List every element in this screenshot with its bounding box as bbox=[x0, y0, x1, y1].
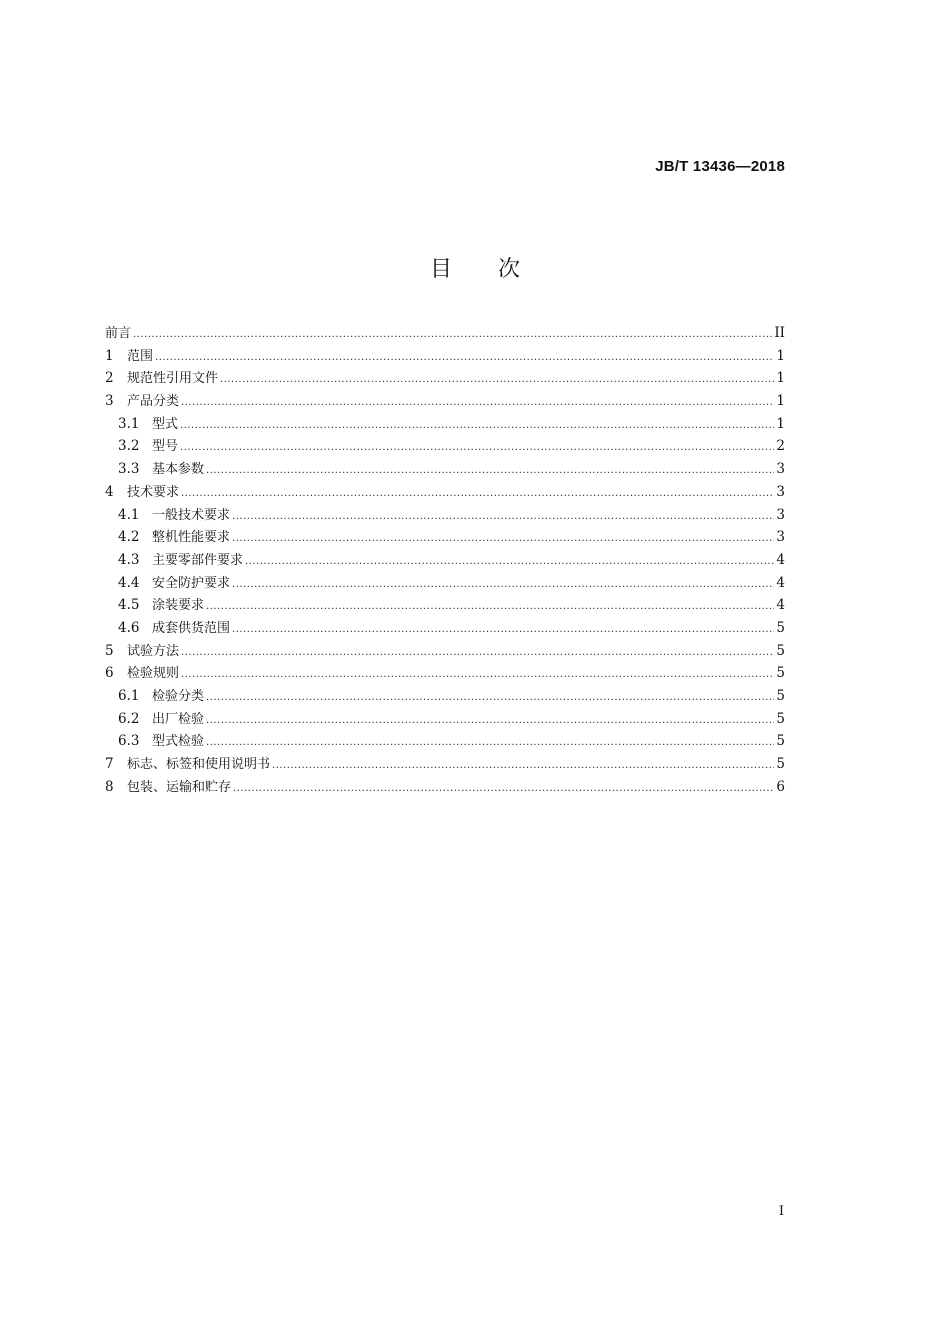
toc-entry-number: 3.3 bbox=[118, 461, 140, 478]
toc-entry-label: 主要零部件要求 bbox=[152, 552, 244, 568]
toc-entry-page: 4 bbox=[776, 597, 785, 614]
toc-entry-label: 检验规则 bbox=[127, 666, 180, 682]
toc-entry-label: 整机性能要求 bbox=[152, 530, 231, 546]
page-title bbox=[0, 252, 950, 283]
toc-entry-label: 标志、标签和使用说明书 bbox=[127, 757, 271, 773]
toc-entry-label: 一般技术要求 bbox=[152, 507, 231, 523]
toc-entry-label: 范围 bbox=[127, 348, 154, 364]
toc-leader-dots bbox=[180, 420, 774, 431]
toc-leader-dots bbox=[180, 442, 774, 453]
toc-entry-label: 型号 bbox=[152, 439, 179, 455]
toc-entry[interactable] bbox=[105, 708, 785, 731]
toc-entry[interactable] bbox=[105, 367, 785, 390]
toc-entry[interactable] bbox=[105, 435, 785, 458]
toc-entry[interactable] bbox=[105, 504, 785, 527]
toc-entry[interactable] bbox=[105, 322, 785, 345]
toc-entry-page: 4 bbox=[776, 551, 785, 568]
page-number: I bbox=[778, 1204, 784, 1219]
toc-leader-dots bbox=[206, 465, 774, 476]
toc-entry[interactable] bbox=[105, 617, 785, 640]
title-char-1: 目 bbox=[429, 257, 452, 282]
toc-entry-label: 成套供货范围 bbox=[152, 620, 231, 636]
toc-leader-dots bbox=[206, 692, 774, 703]
toc-entry-number: 7 bbox=[105, 756, 114, 773]
toc-entry-number: 3 bbox=[105, 393, 114, 410]
toc-entry-page: 3 bbox=[776, 483, 785, 500]
toc-entry-label: 试验方法 bbox=[127, 643, 180, 659]
toc-leader-dots bbox=[220, 374, 774, 385]
toc-entry-number: 2 bbox=[105, 370, 114, 387]
toc-entry-label: 技术要求 bbox=[127, 484, 180, 500]
toc-entry-label: 安全防护要求 bbox=[152, 575, 231, 591]
toc-entry-page: 5 bbox=[776, 710, 785, 727]
toc-leader-dots bbox=[206, 737, 774, 748]
toc-entry-label: 基本参数 bbox=[152, 462, 205, 478]
toc-entry-page: 1 bbox=[776, 415, 785, 432]
toc-entry-page: 3 bbox=[776, 529, 785, 546]
toc-entry-page: 1 bbox=[776, 370, 785, 387]
toc-entry-page: 4 bbox=[776, 574, 785, 591]
toc-leader-dots bbox=[206, 715, 774, 726]
toc-entry-number: 6.2 bbox=[118, 710, 140, 727]
toc-entry-label: 产品分类 bbox=[127, 394, 180, 410]
toc-leader-dots bbox=[181, 669, 774, 680]
toc-leader-dots bbox=[206, 601, 774, 612]
toc-leader-dots bbox=[232, 579, 774, 590]
toc-entry-page: 2 bbox=[776, 438, 785, 455]
toc-entry[interactable] bbox=[105, 730, 785, 753]
toc-entry-label: 涂装要求 bbox=[152, 598, 205, 614]
toc-entry-page: 5 bbox=[776, 688, 785, 704]
toc-entry[interactable] bbox=[105, 572, 785, 595]
toc-entry-number: 4.1 bbox=[118, 506, 140, 523]
table-of-contents bbox=[105, 322, 785, 798]
toc-entry-number: 4.3 bbox=[118, 551, 140, 568]
toc-entry[interactable] bbox=[105, 390, 785, 413]
toc-entry-number: 6 bbox=[105, 665, 114, 682]
toc-leader-dots bbox=[232, 511, 774, 522]
title-char-2: 次 bbox=[498, 257, 521, 282]
standard-number: JB/T 13436—2018 bbox=[655, 158, 785, 175]
toc-entry-number: 4.4 bbox=[118, 574, 140, 591]
toc-leader-dots bbox=[181, 647, 774, 658]
toc-entry-number: 3.2 bbox=[118, 438, 140, 455]
toc-entry[interactable] bbox=[105, 776, 785, 799]
toc-entry[interactable] bbox=[105, 549, 785, 572]
toc-entry-number: 4.5 bbox=[118, 597, 140, 614]
toc-entry-page: 3 bbox=[776, 461, 785, 478]
toc-entry-label: 出厂检验 bbox=[152, 711, 205, 727]
toc-entry-number: 6.3 bbox=[118, 733, 140, 750]
toc-entry-page: 5 bbox=[776, 642, 785, 659]
toc-entry[interactable] bbox=[105, 458, 785, 481]
toc-entry-label: 检验分类 bbox=[152, 689, 205, 704]
toc-entry-label: 规范性引用文件 bbox=[127, 371, 219, 387]
toc-entry-number: 4 bbox=[105, 483, 114, 500]
toc-entry-page: 1 bbox=[776, 393, 785, 410]
toc-entry-page: 6 bbox=[776, 778, 785, 795]
toc-entry-label: 包装、运输和贮存 bbox=[127, 779, 232, 795]
toc-entry-number: 6.1 bbox=[118, 688, 140, 704]
toc-entry[interactable] bbox=[105, 662, 785, 685]
toc-entry[interactable] bbox=[105, 685, 785, 708]
toc-entry[interactable] bbox=[105, 753, 785, 776]
toc-entry-number: 5 bbox=[105, 642, 114, 659]
toc-entry-page: 3 bbox=[776, 506, 785, 523]
toc-entry[interactable] bbox=[105, 594, 785, 617]
toc-leader-dots bbox=[181, 397, 774, 408]
toc-entry[interactable] bbox=[105, 413, 785, 436]
toc-entry-page: 5 bbox=[776, 733, 785, 750]
toc-entry-number: 4.6 bbox=[118, 619, 140, 636]
toc-entry-label: 前言 bbox=[105, 326, 132, 341]
toc-leader-dots bbox=[232, 533, 774, 544]
toc-leader-dots bbox=[245, 556, 774, 567]
toc-entry-number: 1 bbox=[105, 347, 114, 364]
toc-entry-label: 型式 bbox=[152, 416, 179, 432]
toc-leader-dots bbox=[272, 760, 774, 771]
toc-entry-number: 4.2 bbox=[118, 529, 140, 546]
toc-entry-page: 5 bbox=[776, 619, 785, 636]
toc-entry[interactable] bbox=[105, 345, 785, 368]
toc-entry-page: 1 bbox=[776, 347, 785, 364]
toc-leader-dots bbox=[181, 488, 774, 499]
toc-leader-dots bbox=[232, 624, 774, 635]
toc-entry-label: 型式检验 bbox=[152, 734, 205, 750]
toc-entry-page: 5 bbox=[776, 665, 785, 682]
toc-entry-page: 5 bbox=[776, 756, 785, 773]
toc-entry[interactable] bbox=[105, 481, 785, 504]
toc-entry-number: 3.1 bbox=[118, 415, 140, 432]
toc-leader-dots bbox=[233, 783, 774, 794]
toc-leader-dots bbox=[155, 352, 774, 363]
toc-entry[interactable] bbox=[105, 526, 785, 549]
toc-entry-number: 8 bbox=[105, 778, 114, 795]
toc-entry[interactable] bbox=[105, 640, 785, 663]
toc-leader-dots bbox=[133, 329, 772, 340]
toc-entry-page: II bbox=[774, 325, 785, 341]
